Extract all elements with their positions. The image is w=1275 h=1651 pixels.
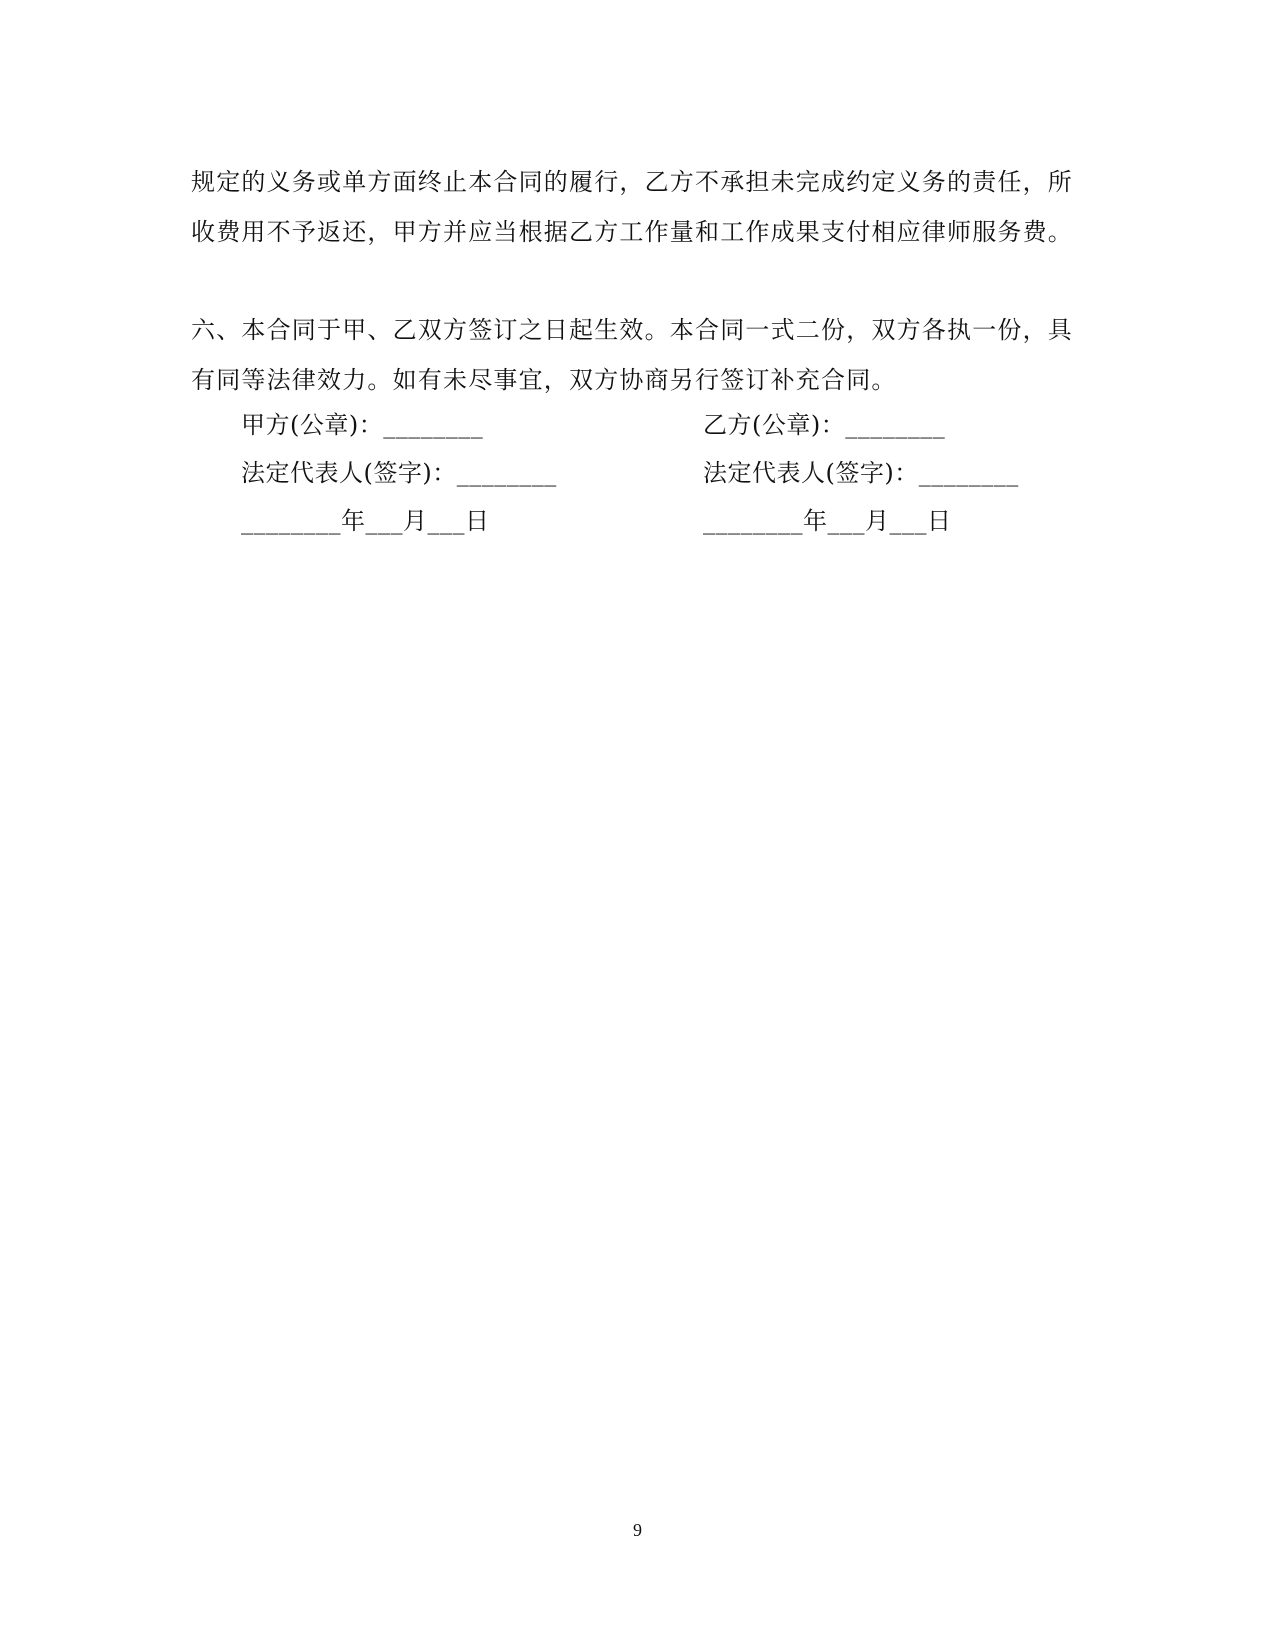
paragraph-obligation-termination — [191, 157, 1071, 257]
party-a-seal-field: 甲方(公章)：________ — [241, 411, 484, 439]
paragraph-line: 收费用不予返还，甲方并应当根据乙方工作量和工作成果支付相应律师服务费。 — [191, 218, 1073, 246]
signature-block-party-a — [241, 405, 557, 549]
paragraph-line: 有同等法律效力。如有未尽事宜，双方协商另行签订补充合同。 — [191, 366, 897, 394]
paragraph-line: 规定的义务或单方面终止本合同的履行，乙方不承担未完成约定义务的责任，所 — [191, 168, 1073, 196]
party-b-date-field: ________年___月___日 — [703, 507, 952, 535]
party-b-seal-field: 乙方(公章)：________ — [703, 411, 946, 439]
paragraph-line: 六、本合同于甲、乙双方签订之日起生效。本合同一式二份，双方各执一份，具 — [191, 316, 1073, 344]
party-a-representative-field: 法定代表人(签字)：________ — [241, 459, 557, 487]
page-number: 9 — [633, 1520, 642, 1540]
signature-block-party-b — [703, 405, 1019, 549]
party-b-representative-field: 法定代表人(签字)：________ — [703, 459, 1019, 487]
party-a-date-field: ________年___月___日 — [241, 507, 490, 535]
paragraph-clause-six — [191, 305, 1071, 405]
